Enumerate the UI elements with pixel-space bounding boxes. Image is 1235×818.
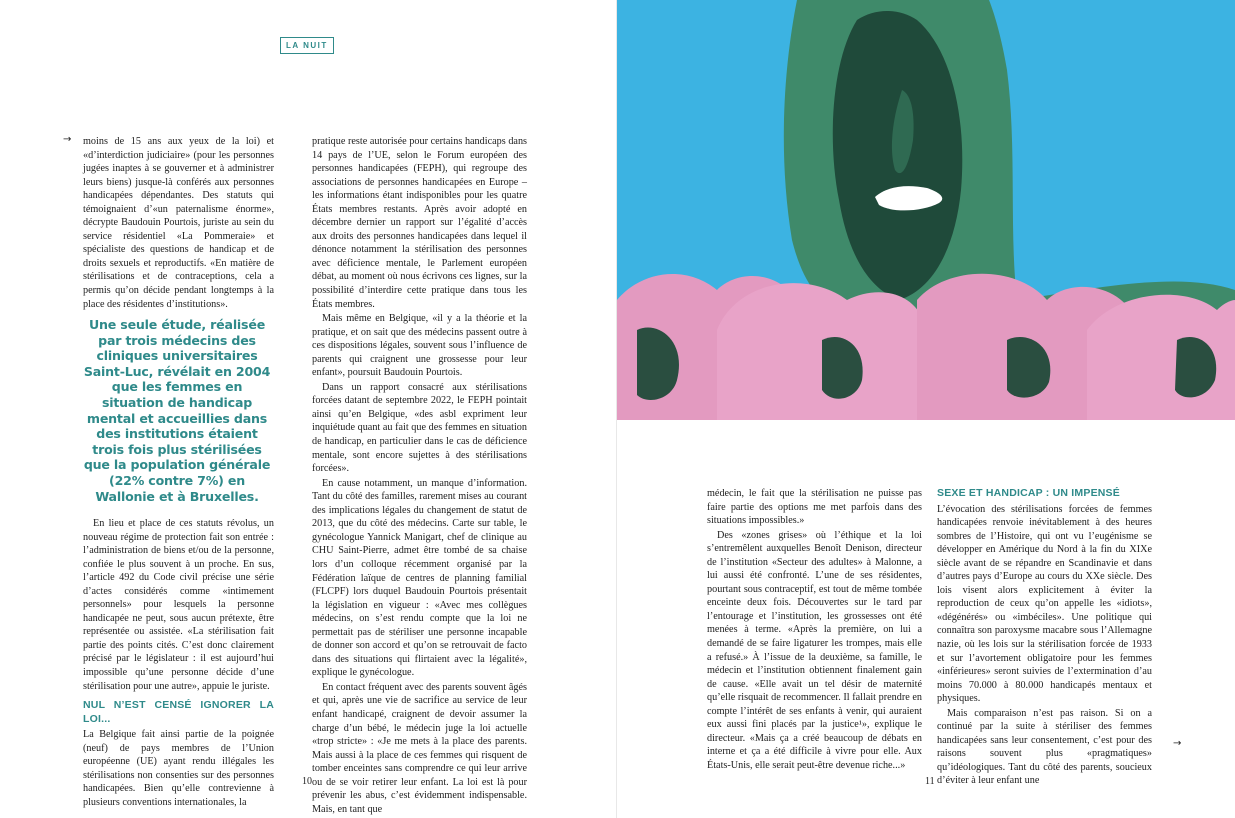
paragraph: La Belgique fait ainsi partie de la poignée (neuf) de pays membres de l’Union européenne (UE) ayant rendu illégales les stérilisations non consenties sur des personnes handicapées. Bien qu’elle contrevienne à plusieurs conventions internationales, la [83,729,274,808]
column-2 [312,135,527,815]
page-number: 11 [925,776,935,787]
page-number: 10 [302,776,312,787]
paragraph: Mais même en Belgique, «il y a la théorie et la pratique, et on sait que des médecins passent outre à ces dispositions légales, souvent sous l’influence de parents qui craignent une grossesse pour leur enfant», poursuit Baudouin Pourtois. [312,313,527,379]
column-3 [707,487,922,771]
paragraph: En contact fréquent avec des parents souvent âgés et qui, après une vie de sacrifice au service de leur enfant handicapé, craignent de devoir assumer la charge d’un bébé, le médecin juge la loi actuelle «trop stricte» : «Je me mets à la place des parents. Mais aussi à la place de ces femmes qui risquent de tomber enceintes sans comprendre ce qui leur arrive ou de se voir retirer leur enfant. La loi est là pour prévenir les abus, c’est évidemment indispensable. Mais, en tant que [312,681,527,815]
paragraph: Des «zones grises» où l’éthique et la loi s’entremêlent auxquelles Benoît Denison, directeur de l’institution «Secteur des adultes» à Malonne, a lui aussi été confronté. L’une de ses résidentes, pourtant sous contraceptif, est tout de même tombée enceinte deux fois. Découvertes sur le tard par l’entourage et l’institution, les grossesses ont été menées à terme. «Après la première, on lui a demandé de se faire ligaturer les trompes, mais elle a refusé.» À l’issue de la deuxième, sa famille, le médecin et l’institution obtiennent finalement gain de cause. «Elle avait un tel désir de maternité qu’elle risquait de recommencer. Il fallait prendre en compte l’intérêt de ses enfants à venir, qui auraient eux aussi fini placés par la justice¹», explique le directeur. «Mais ça a créé beaucoup de débats en interne et ça a été difficile à vivre pour elle. Aux États-Unis, elle serait peut-être devenue riche...» [707,529,922,771]
paragraph: moins de 15 ans aux yeux de la loi) et «d’interdiction judiciaire» (pour les personnes jugées inaptes à se gouverner et à administrer leurs biens) jusque-là conférés aux personnes handicapées dépendantes. Des statuts qui témoignaient d’«un paternalisme énorme», décrypte Baudouin Pourtois, juriste au sein du service résidentiel «La Pommeraie» et spécialiste des questions de handicap et de droits sexuels et reproductifs. «En matière de stérilisations et de contraceptions, cela a permis qu’on décide pendant longtemps à la place des résidentes d’institutions». [83,136,274,310]
left-page [0,0,617,818]
paragraph: En cause notamment, un manque d’information. Tant du côté des familles, rarement mises au courant des implications légales du changement de statut de 2013, que du côté des médecins. Carte sur table, le gynécologue Yannick Manigart, chef de clinique au CHU Saint-Pierre, admet être tombé de sa chaise lors d’un colloque récemment organisé par la Fédération laïque de centres de planning familial (FLCPF) lors duquel Baudouin Pourtois présentait la législation en vigueur : «Avec mes collègues médecins, on s’est rendu compte que la loi ne permettait pas de stériliser une personne incapable de donner son accord et qu’on se retrouvait de facto dans des situations qui flirtaient avec la légalité», explique le gynécologue. [312,477,527,679]
paragraph: L’évocation des stérilisations forcées de femmes handicapées renvoie inévitablement à des heures sombres de l’Histoire, qui ont vu l’eugénisme se développer en Amérique du Nord à la fin du XIXe siècle avant de se répandre en Scandinavie et dans d’autres pays d’Europe au cours du XXe siècle. Des lois visent alors explicitement à éviter la reproduction de ceux qu’on appelle les «idiots», «dégénérés» ou «imbéciles». Une politique qui connaîtra son paroxysme macabre sous l’Allemagne nazie, où les lois sur la stérilisation forcée de 1933 et sur l’avortement obligatoire pour les femmes «inférieures» seront suivies de l’extermination d’au moins 70.000 à 80.000 handicapés mentaux et physiques. [937,503,1152,705]
pull-quote: Une seule étude, réalisée par trois médecins des cliniques universitaires Saint-Luc, révélait en 2004 que les femmes en situation de handicap mental et accueillies dans des institutions étaient trois fois plus stérilisées que la population générale (22% contre 7%) en Wallonie et à Bruxelles. [83,317,271,504]
section-heading: NUL N’EST CENSÉ IGNORER LA LOI... [83,699,274,725]
column-1-bottom [83,517,274,808]
continuation-arrow-icon: → [63,134,72,145]
paragraph: En lieu et place de ces statuts révolus, un nouveau régime de protection fait son entrée : l’administration de biens et/ou de la personne, confiée le plus souvent à un proche. En sus, l’article 492 du Code civil précise une série d’actes considérés comme «intimement personnels» pour lesquels la personne handicapée ne peut, sous aucun prétexte, être représentée ou assistée. «La stérilisation fait partie des points cités. C’est donc clairement précisé par le législateur : il est aujourd’hui impossible qu’une personne décide d’une stérilisation pour une autre», appuie le juriste. [83,518,274,692]
paragraph: pratique reste autorisée pour certains handicaps dans 14 pays de l’UE, selon le Forum européen des personnes handicapées (FEPH), qui regroupe des associations de personnes handicapées en Europe – les informations étant indisponibles pour les quatre États membres restants. Après avoir adopté en décembre dernier un rapport sur l’égalité d’accès aux droits des personnes handicapées dans lequel il dénonce notamment la stérilisation des personnes avec déficience mentale, le Parlement européen débat, au moment où nous écrivons ces lignes, sur la possibilité d’interdire cette pratique dans tous les États membres. [312,136,527,310]
right-page [617,0,1235,818]
section-heading: SEXE ET HANDICAP : UN IMPENSÉ [937,487,1120,499]
continuation-arrow-icon: → [1173,738,1182,749]
paragraph: Mais comparaison n’est pas raison. Si on a continué par la suite à stériliser des femmes handicapées sans leur consentement, c’est pour des raisons souvent plus «pragmatiques» qu’idéologiques. Tant du côté des parents, soucieux d’éviter à leur enfant une [937,707,1152,787]
section-kicker: LA NUIT [280,37,334,54]
column-4 [937,487,1152,787]
paragraph: Dans un rapport consacré aux stérilisations forcées datant de septembre 2022, le FEPH pointait ainsi qu’en Belgique, «des asbl expriment leur inquiétude quant au fait que des femmes en situation de handicap, en particulier dans le cas de déficience mentale, sont encore sujettes à des stérilisations forcées». [312,381,527,475]
paragraph: médecin, le fait que la stérilisation ne puisse pas faire partie des options me met parfois dans des situations impossibles.» [707,488,922,527]
column-1-top [83,135,274,310]
